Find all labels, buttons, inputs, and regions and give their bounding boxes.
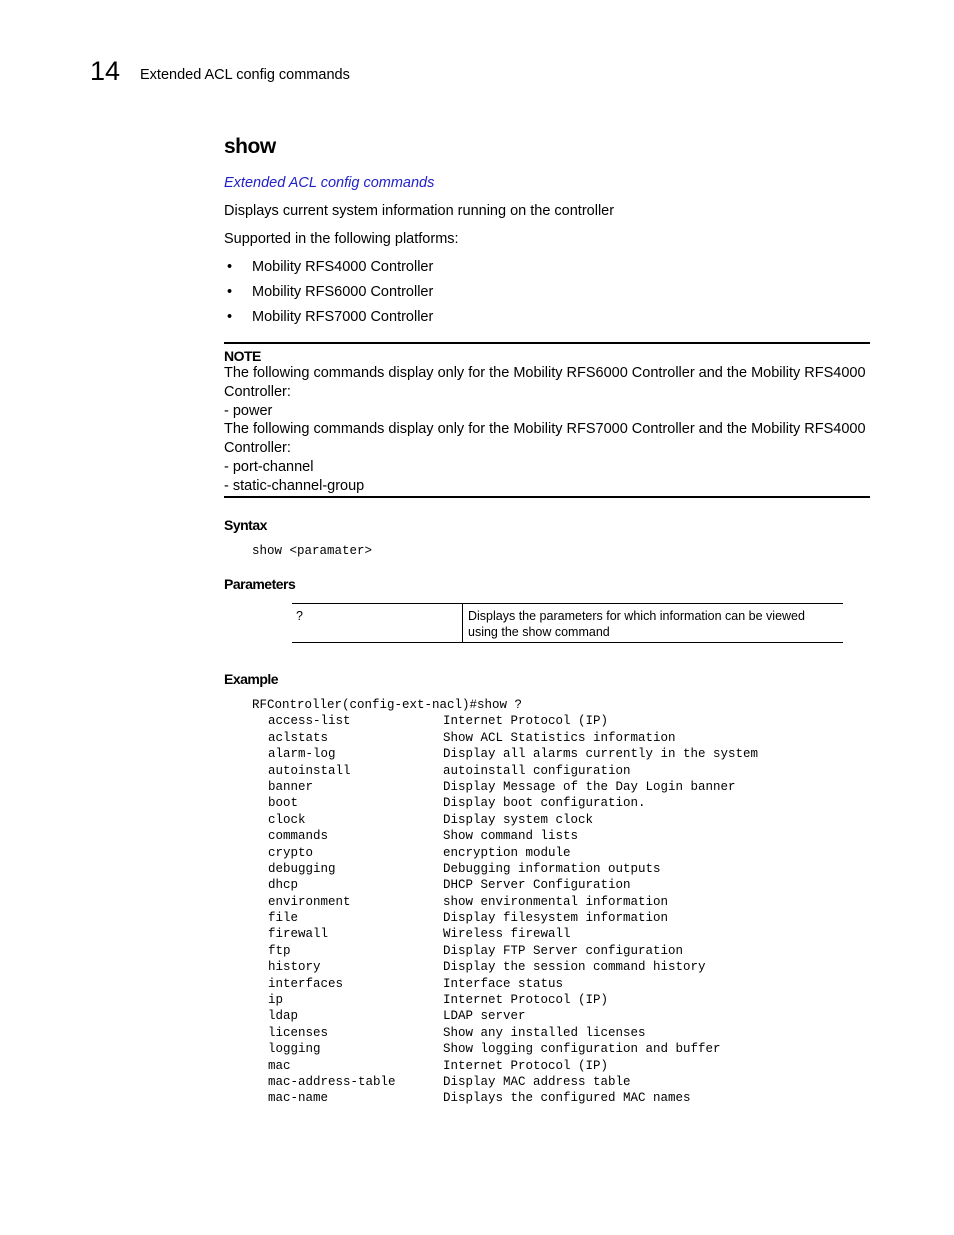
example-output-row [252,746,759,762]
example-command-name: aclstats [268,730,329,745]
example-command-name: ftp [268,943,291,958]
example-prompt: RFController(config-ext-nacl)#show ? [252,698,523,712]
example-command-name: autoinstall [268,763,351,778]
example-command-name: clock [268,812,306,827]
platforms-intro: Supported in the following platforms: [224,231,459,247]
note-line: Controller: [224,383,291,400]
example-command-name: crypto [268,845,314,860]
example-command-description: Display FTP Server configuration [443,943,684,958]
example-output-row [252,763,631,779]
example-output-row [252,1025,646,1041]
note-line: - static-channel-group [224,477,365,494]
example-output-row [252,1008,526,1024]
syntax-command: show <paramater> [252,544,373,558]
section-title: show [224,135,276,158]
example-command-description: Internet Protocol (IP) [443,993,609,1008]
breadcrumb-link[interactable]: Extended ACL config commands [224,175,435,191]
example-command-name: mac-address-table [268,1074,396,1089]
example-command-name: logging [268,1042,321,1057]
note-line: The following commands display only for the Mobility RFS6000 Controller and the Mobility RFS4000 [224,365,866,381]
example-command-name: interfaces [268,976,344,991]
note-line: - power [224,402,273,419]
note-line: The following commands display only for the Mobility RFS7000 Controller and the Mobility RFS4000 [224,421,866,438]
example-output-row [252,795,646,811]
example-output-row [252,992,609,1008]
example-command-description: Display system clock [443,812,594,827]
example-command-name: commands [268,829,329,844]
example-command-description: Display the session command history [443,960,706,975]
example-command-name: licenses [268,1025,329,1040]
example-command-description: Wireless firewall [443,927,571,942]
example-command-description: Interface status [443,976,564,991]
example-command-description: LDAP server [443,1009,526,1024]
note-box [224,342,870,498]
example-command-description: DHCP Server Configuration [443,878,631,893]
example-output-row [252,894,669,910]
example-command-name: history [268,960,321,975]
note-line: - port-channel [224,458,314,475]
example-output-row [252,812,594,828]
note-line: Controller: [224,440,291,457]
example-command-name: mac [268,1058,291,1073]
table-cell [292,604,463,642]
example-output-row [252,779,736,795]
example-output-row [252,1074,631,1090]
example-command-description: Show ACL Statistics information [443,730,676,745]
example-command-name: alarm-log [268,747,336,762]
platform-item: • Mobility RFS4000 Controller [224,258,433,283]
note-label: NOTE [224,348,261,364]
platform-item: • Mobility RFS6000 Controller [224,283,433,308]
example-heading: Example [224,671,279,687]
example-command-name: ip [268,993,284,1008]
example-output-row [252,861,661,877]
syntax-heading: Syntax [224,517,267,533]
example-command-name: environment [268,894,351,909]
example-command-description: Display all alarms currently in the system [443,747,759,762]
example-command-name: mac-name [268,1091,329,1106]
example-output-row [252,1058,609,1074]
example-command-description: Internet Protocol (IP) [443,714,609,729]
command-description: Displays current system information running on the controller [224,203,615,219]
example-output-row [252,910,669,926]
example-command-description: encryption module [443,845,571,860]
example-output-row [252,877,631,893]
example-command-name: banner [268,779,314,794]
example-rows [252,713,759,1106]
example-command-description: Displays the configured MAC names [443,1091,691,1106]
example-command-description: show environmental information [443,894,669,909]
example-output-row [252,1090,691,1106]
example-output-row [252,1041,721,1057]
example-command-name: debugging [268,861,336,876]
example-output-row [252,926,571,942]
running-header-title: Extended ACL config commands [140,67,350,83]
example-command-description: Debugging information outputs [443,861,661,876]
example-code-block [252,697,759,1107]
example-command-description: Show command lists [443,829,579,844]
example-command-name: dhcp [268,878,299,893]
parameter-name: ? [296,609,303,623]
example-command-description: Display MAC address table [443,1074,631,1089]
example-command-description: Display filesystem information [443,911,669,926]
example-command-description: Show logging configuration and buffer [443,1042,721,1057]
example-output-row [252,845,571,861]
example-output-row [252,943,684,959]
example-output-row [252,828,579,844]
parameters-table [292,603,843,643]
example-command-description: Display boot configuration. [443,796,646,811]
platform-item: • Mobility RFS7000 Controller [224,308,433,333]
platform-list [224,258,433,333]
note-body [224,364,870,496]
example-output-row [252,959,706,975]
example-output-row [252,713,609,729]
example-command-description: Show any installed licenses [443,1025,646,1040]
example-command-description: autoinstall configuration [443,763,631,778]
example-command-name: file [268,911,299,926]
example-command-description: Display Message of the Day Login banner [443,779,736,794]
example-command-name: boot [268,796,299,811]
example-command-description: Internet Protocol (IP) [443,1058,609,1073]
example-command-name: access-list [268,714,351,729]
example-command-name: ldap [268,1009,299,1024]
example-output-row [252,730,676,746]
parameter-description: Displays the parameters for which information can be viewed using the show command [468,609,805,639]
example-command-name: firewall [268,927,329,942]
chapter-number: 14 [90,56,121,86]
parameters-heading: Parameters [224,576,296,592]
example-output-row [252,976,564,992]
